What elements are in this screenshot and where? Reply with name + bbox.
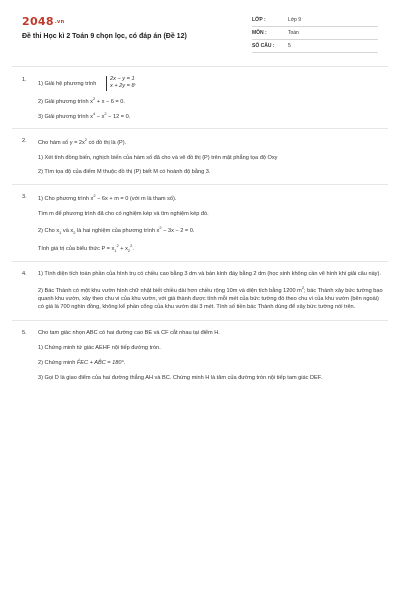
question-divider: [12, 128, 388, 129]
question-5: [0, 329, 400, 382]
meta-row-class: [252, 14, 378, 27]
question-1: [0, 76, 400, 120]
question-2-intro: Cho hàm số $y = 2x^2$ có đồ thị là (P).: [38, 137, 127, 147]
question-divider: [12, 261, 388, 262]
question-3: [0, 193, 400, 254]
question-divider: [12, 320, 388, 321]
question-2-part-1: 1) Xét tính đồng biến, nghịch biến của hàm số đã cho và vẽ đồ thị (P) trên mặt phẳng tọa độ Oxy: [38, 155, 278, 162]
site-logo[interactable]: 2048.vn: [22, 15, 65, 28]
question-4: [0, 270, 400, 311]
question-3-part-2-task: Tính giá trị của biểu thức $P = x_1^2 + x_2^2$.: [38, 242, 134, 253]
question-number: 2.: [22, 138, 27, 145]
angle-formula: F̂EC + AB̂C = 180°.: [76, 359, 126, 366]
meta-value: 5: [288, 43, 291, 49]
header-divider: [12, 66, 388, 67]
question-divider: [12, 184, 388, 185]
meta-label: MÔN :: [252, 30, 267, 36]
page-header: [0, 0, 400, 62]
question-3-part-1-task: Tìm m để phương trình đã cho có nghiệm kép và tìm nghiệm kép đó.: [38, 210, 209, 217]
question-number: 1.: [22, 77, 27, 83]
question-1-part-3: 3) Giải phương trình $x^4 - x^2 - 12 = 0$.: [38, 110, 131, 120]
question-2-part-2: 2) Tìm tọa độ của điểm M thuộc đồ thị (P) biết M có hoành độ bằng 3.: [38, 168, 211, 175]
meta-label: LỚP :: [252, 17, 266, 23]
exam-title: Đề thi Học kì 2 Toán 9 chọn lọc, có đáp án (Đề 12): [22, 33, 187, 40]
question-2: [0, 137, 400, 175]
question-5-part-3: 3) Gọi D là giao điểm của hai đường thẳng AH và BC. Chứng minh H là tâm của đường tròn nội tiếp tam giác DEF.: [38, 374, 323, 381]
question-4-part-1: 1) Tính diện tích toàn phần của hình trụ có chiều cao bằng 3 dm và bán kính đáy bằng 2 dm (học sinh không cần vẽ hình khi giải câu này).: [38, 271, 381, 278]
question-5-intro: Cho tam giác nhọn ABC có hai đường cao BE và CF cắt nhau tại điểm H.: [38, 329, 220, 336]
meta-label: SỐ CÂU :: [252, 43, 275, 49]
exam-content: [0, 76, 400, 387]
meta-value: Lớp 9: [288, 17, 302, 23]
exam-meta-table: [252, 14, 378, 53]
equation-system: 2x − y = 1 x + 2y = 8: [106, 76, 135, 91]
question-5-part-2: 2) Chứng minh F̂EC + AB̂C = 180°.: [38, 359, 126, 366]
meta-value: Toán: [288, 30, 299, 36]
meta-row-question-count: [252, 40, 378, 53]
question-number: 3.: [22, 193, 27, 200]
question-number: 5.: [22, 329, 27, 336]
question-3-part-1: 1) Cho phương trình $x^2 - 6x + m = 0$ (với m là tham số).: [38, 192, 177, 202]
question-3-part-2: 2) Cho $x_1$ và $x_2$ là hai nghiệm của phương trình $x^2 - 3x - 2 = 0$.: [38, 224, 195, 235]
question-5-part-1: 1) Chứng minh tứ giác AEHF nội tiếp đường tròn.: [38, 344, 161, 351]
question-number: 4.: [22, 271, 27, 278]
meta-row-subject: [252, 27, 378, 40]
question-1-part-1: 1) Giải hệ phương trình 2x − y = 1 x + 2y = 8.: [38, 76, 137, 90]
question-1-part-2: 2) Giải phương trình $x^2 + x - 6 = 0$.: [38, 95, 125, 105]
question-4-part-2: 2) Bác Thành có một khu vườn hình chữ nhật biết chiều dài hơn chiều rộng 10m và diện tích bằng 1200 $m^2$; bác Thành xây bức tường bao quanh khu vườn, xây theo chu vi của khu vườn, với giá thành được tính mỗi mét của bức tường đó theo chu vi của khu vườn (bên ngoài) có giá là 700 nghìn đồng, không kể phần cổng của khu vườn dài 3 mét. Tính số tiền bác Thành dùng để xây bức tường nói trên.: [38, 285, 383, 311]
